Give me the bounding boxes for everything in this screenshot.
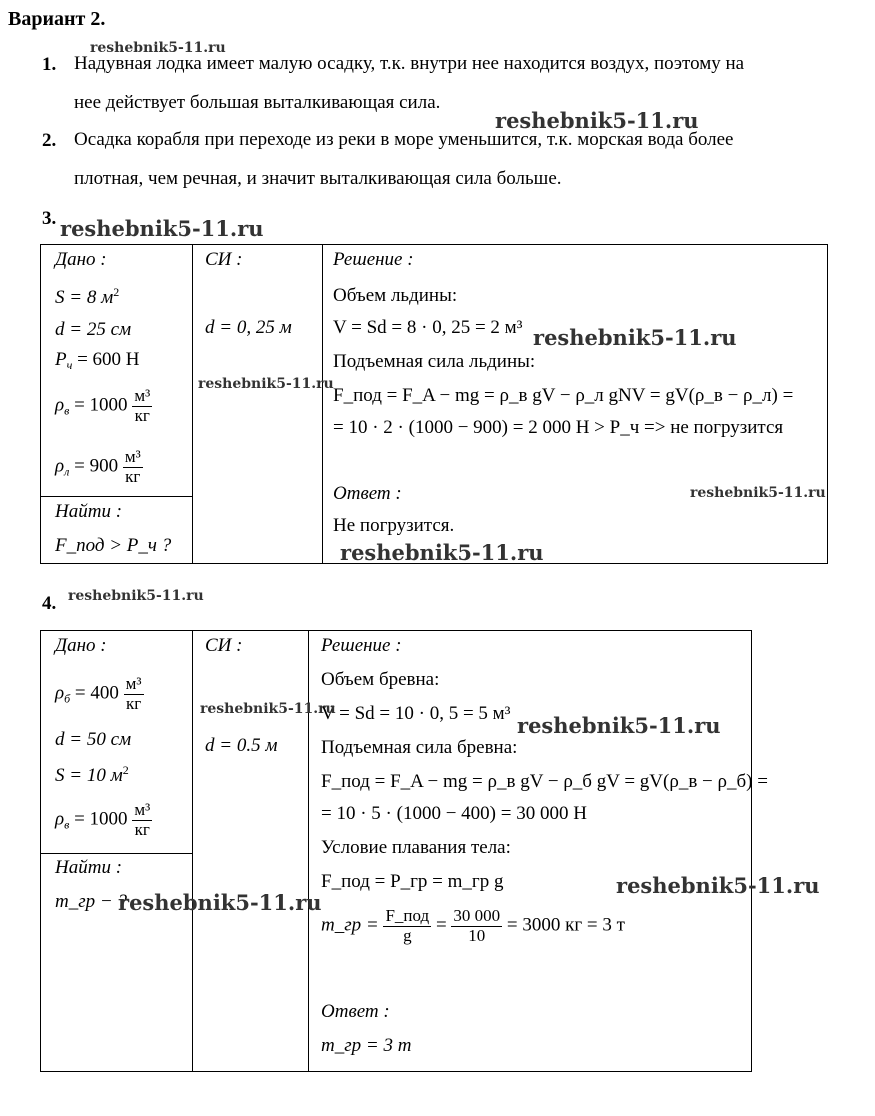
- given-thickness: d = 50 см: [55, 729, 132, 750]
- find-header: Найти :: [55, 857, 123, 878]
- watermark: reshebnik5-11.ru: [60, 216, 264, 241]
- answer-value: m_гр = 3 т: [321, 1035, 412, 1056]
- solution-line: Подъемная сила льдины:: [333, 351, 536, 372]
- answer-header: Ответ :: [333, 483, 402, 504]
- given-header: Дано :: [55, 635, 107, 656]
- solution-header: Решение :: [321, 635, 402, 656]
- given-ice-density: $\rho_л = 900$ $\frac{\text{м³}}{кг}$: [55, 447, 141, 486]
- watermark: reshebnik5-11.ru: [517, 713, 721, 738]
- question-2-line-1: Осадка корабля при переходе из реки в море уменьшится, т.к. морская вода более: [74, 129, 734, 150]
- task-3-table: [40, 244, 828, 564]
- task-4-table: [40, 630, 768, 1072]
- solution-line: Объем льдины:: [333, 285, 458, 306]
- solution-line: F_под = F_A − mg = ρ_в gV − ρ_л gNV = gV(ρ_в − ρ_л) =: [333, 385, 794, 406]
- watermark: reshebnik5-11.ru: [198, 376, 334, 392]
- watermark: reshebnik5-11.ru: [690, 485, 826, 501]
- solution-line: F_под = P_гр = m_гр g: [321, 871, 504, 892]
- watermark: reshebnik5-11.ru: [118, 890, 322, 915]
- solution-line: = 10 · 2 · (1000 − 900) = 2 000 Н > P_ч => не погрузится: [333, 417, 784, 438]
- find-value: F_под > P_ч ?: [55, 535, 172, 556]
- solution-line: V = Sd = 10 · 0, 5 = 5 м³: [321, 703, 511, 724]
- si-value: d = 0, 25 м: [205, 317, 292, 338]
- question-3-number: 3.: [42, 208, 57, 229]
- watermark: reshebnik5-11.ru: [340, 540, 544, 565]
- question-2-number: 2.: [42, 130, 57, 151]
- given-header: Дано :: [55, 249, 107, 270]
- solution-line-fraction: m_гр = $\frac{\text{F\_под}}{g}$ = $\frac{30 000}{10}$ = 3000 кг = 3 т: [321, 906, 625, 945]
- watermark: reshebnik5-11.ru: [90, 40, 226, 56]
- find-value: m_гр − ?: [55, 891, 127, 912]
- question-2-line-2: плотная, чем речная, и значит выталкивающая сила больше.: [74, 168, 562, 189]
- si-header: СИ :: [205, 249, 243, 270]
- solution-line: F_под = F_A − mg = ρ_в gV − ρ_б gV = gV(ρ_в − ρ_б) =: [321, 771, 768, 792]
- si-header: СИ :: [205, 635, 243, 656]
- given-area: S = 8 $м^2$: [55, 285, 120, 308]
- given-area: S = 10 $м^2$: [55, 763, 129, 786]
- solution-line: V = Sd = 8 · 0, 25 = 2 м³: [333, 317, 523, 338]
- given-water-density: $\rho_в = 1000$ $\frac{\text{м³}}{кг}$: [55, 800, 151, 839]
- solution-line: Условие плавания тела:: [321, 837, 511, 858]
- solution-line: Подъемная сила бревна:: [321, 737, 518, 758]
- solution-header: Решение :: [333, 249, 414, 270]
- answer-header: Ответ :: [321, 1001, 390, 1022]
- answer-value: Не погрузится.: [333, 515, 455, 536]
- given-thickness: d = 25 см: [55, 319, 132, 340]
- question-1-line-2: нее действует большая выталкивающая сила.: [74, 92, 441, 113]
- watermark: reshebnik5-11.ru: [616, 873, 820, 898]
- given-water-density: $\rho_в = 1000$ $\frac{\text{м³}}{кг}$: [55, 386, 151, 425]
- given-weight: $P_ч = 600$ Н: [55, 349, 140, 372]
- question-4-number: 4.: [42, 593, 57, 614]
- solution-line: Объем бревна:: [321, 669, 440, 690]
- question-1-number: 1.: [42, 54, 57, 75]
- watermark: reshebnik5-11.ru: [68, 588, 204, 604]
- watermark: reshebnik5-11.ru: [200, 701, 336, 717]
- given-log-density: $\rho_б = 400$ $\frac{\text{м³}}{кг}$: [55, 674, 142, 713]
- find-header: Найти :: [55, 501, 123, 522]
- solution-line: = 10 · 5 · (1000 − 400) = 30 000 Н: [321, 803, 587, 824]
- watermark: reshebnik5-11.ru: [495, 108, 699, 133]
- page-title: Вариант 2.: [8, 8, 106, 30]
- question-1-line-1: Надувная лодка имеет малую осадку, т.к. внутри нее находится воздух, поэтому на: [74, 53, 745, 74]
- watermark: reshebnik5-11.ru: [533, 325, 737, 350]
- si-value: d = 0.5 м: [205, 735, 278, 756]
